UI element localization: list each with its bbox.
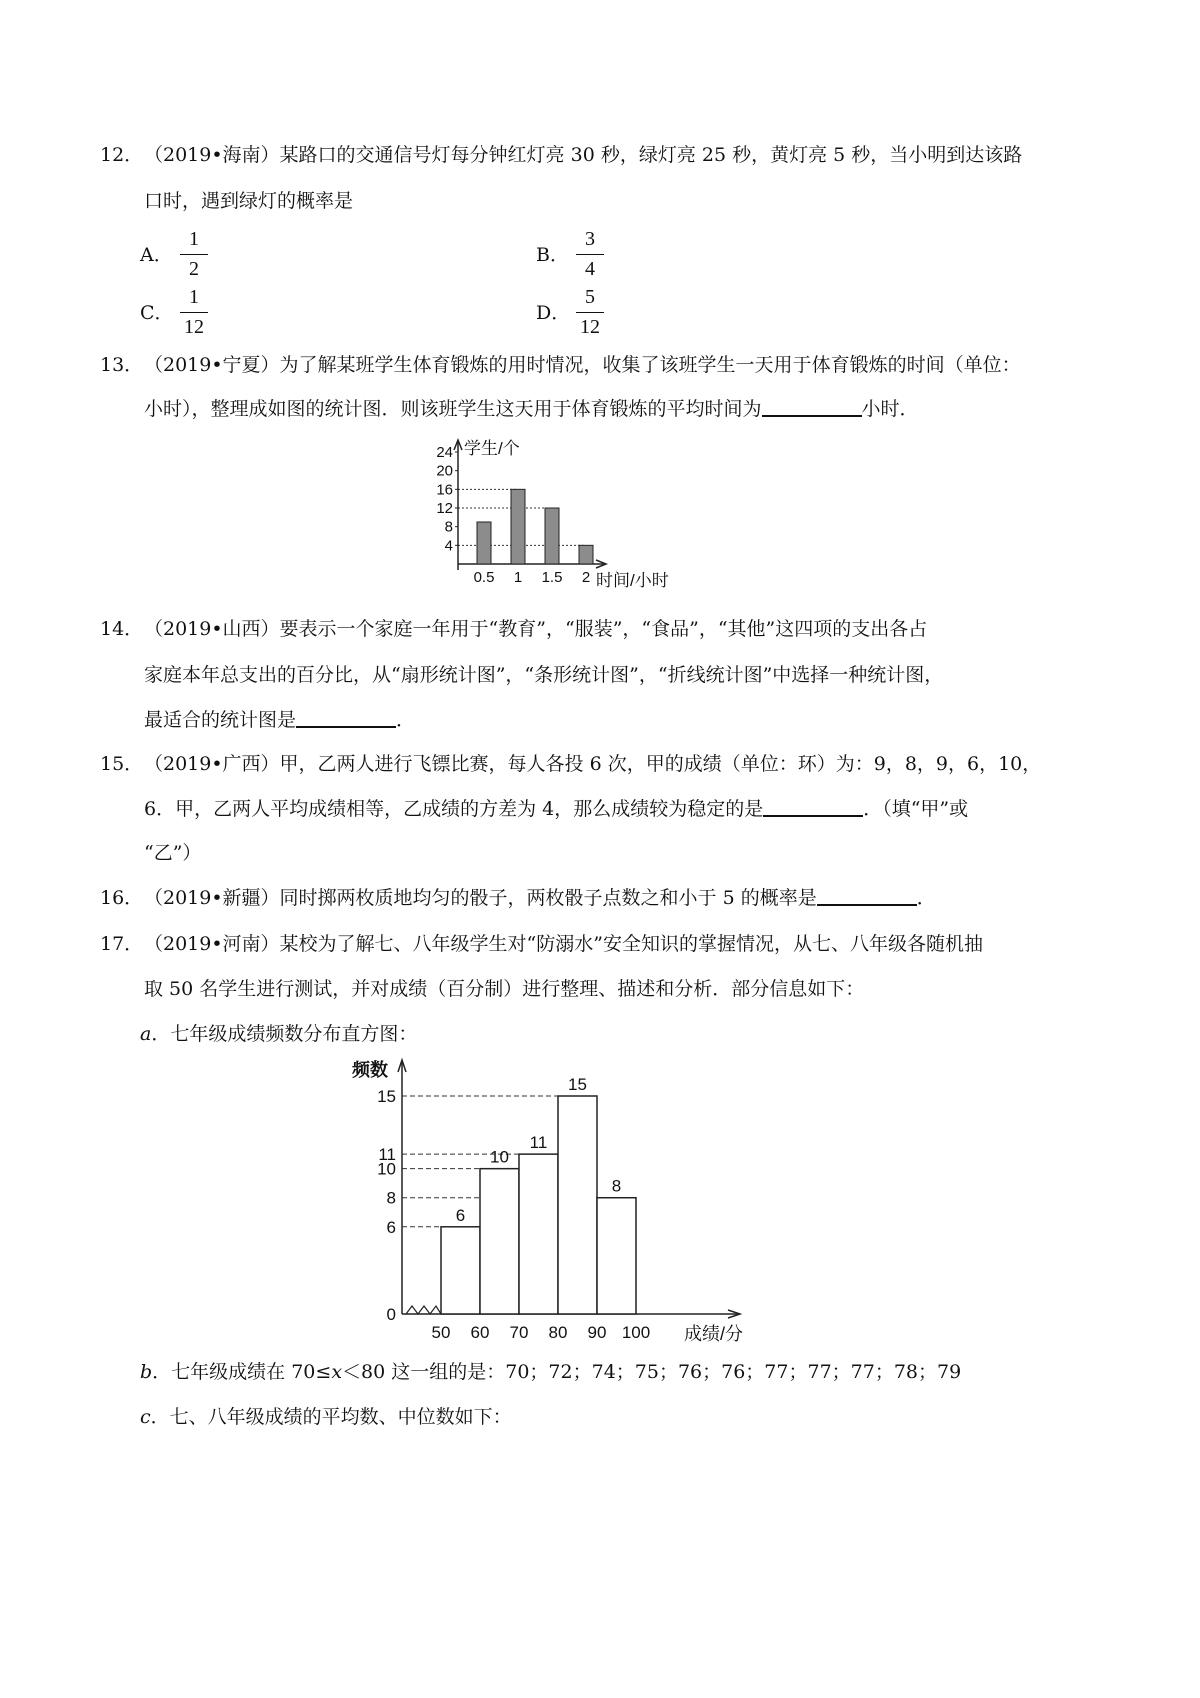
q13-line2: 小时），整理成如图的统计图．则该班学生这天用于体育锻炼的平均时间为 小时．	[144, 398, 919, 420]
bar	[511, 489, 525, 564]
x-tick-label: 90	[587, 1323, 607, 1342]
q15-line1: 15．（2019•广西）甲，乙两人进行飞镖比赛，每人各投 6 次，甲的成绩（单位：环）为：9，8，9，6，10，	[100, 753, 1042, 775]
answer-blank[interactable]	[763, 797, 863, 817]
axis-break-icon	[406, 1306, 441, 1314]
histogram-bar	[597, 1198, 636, 1314]
q12-number: 12．	[100, 144, 144, 166]
q17-item-a: a．七年级成绩频数分布直方图：	[140, 1023, 418, 1045]
q17-item-b: b．七年级成绩在 70≤x＜80 这一组的是：70；72；74；75；76；76；77；77；77；78；79	[140, 1361, 962, 1383]
bar-value-label: 15	[568, 1075, 587, 1094]
y-tick-label: 4	[444, 537, 453, 555]
y-tick-label: 20	[436, 462, 453, 480]
q14-line1: 14．（2019•山西）要表示一个家庭一年用于“教育”，“服装”，“食品”，“其他”这四项的支出各占	[100, 618, 928, 640]
answer-blank[interactable]	[762, 397, 862, 417]
q15-number: 15．	[100, 753, 144, 775]
fraction: 1 2	[180, 227, 208, 281]
bar	[579, 545, 593, 564]
grade7-score-histogram	[340, 1050, 780, 1350]
answer-blank[interactable]	[296, 708, 396, 728]
answer-blank[interactable]	[817, 886, 917, 906]
q16-number: 16．	[100, 887, 144, 909]
y-tick-label: 24	[436, 444, 453, 461]
y-tick-label: 10	[377, 1159, 396, 1179]
histogram-bar	[519, 1154, 558, 1314]
q17-number: 17．	[100, 933, 144, 955]
q17-line1: 17．（2019•河南）某校为了解七、八年级学生对“防溺水”安全知识的掌握情况，从七、八年级各随机抽	[100, 933, 983, 955]
x-tick-label: 100	[621, 1323, 651, 1342]
x-tick-label: 80	[548, 1323, 568, 1342]
bar	[477, 522, 491, 564]
x-tick-label: 60	[470, 1323, 490, 1342]
y-tick-label: 6	[386, 1217, 396, 1237]
q17-item-c: c．七、八年级成绩的平均数、中位数如下：	[140, 1406, 512, 1428]
bar-value-label: 11	[529, 1133, 548, 1153]
y-tick-label: 12	[436, 500, 453, 517]
q12-line2: 口时，遇到绿灯的概率是	[144, 190, 354, 212]
q14-line2: 家庭本年总支出的百分比，从“扇形统计图”，“条形统计图”，“折线统计图”中选择一种统计图，	[144, 664, 944, 686]
q15-line3: “乙”）	[144, 842, 202, 864]
y-tick-label: 0	[386, 1305, 396, 1324]
y-tick-label: 11	[378, 1145, 396, 1165]
q16-line1: 16．（2019•新疆）同时掷两枚质地均匀的骰子，两枚骰子点数之和小于 5 的概率是 ．	[100, 887, 936, 909]
x-tick-label: 1	[513, 569, 523, 586]
fraction: 3 4	[576, 227, 604, 281]
y-axis-label: 学生/个	[464, 439, 520, 458]
x-axis-label: 时间/小时	[596, 571, 669, 590]
q12-line1: 12．（2019•海南）某路口的交通信号灯每分钟红灯亮 30 秒，绿灯亮 25 秒，黄灯亮 5 秒，当小明到达该路	[100, 144, 1023, 166]
y-tick-label: 16	[436, 481, 453, 499]
fraction: 5 12	[576, 285, 604, 339]
x-tick-label: 2	[581, 569, 591, 586]
fraction: 1 12	[180, 285, 208, 339]
x-tick-label: 1.5	[541, 569, 563, 586]
q17-line2: 取 50 名学生进行测试，并对成绩（百分制）进行整理、描述和分析．部分信息如下：	[144, 978, 865, 1000]
histogram-bar	[480, 1169, 519, 1314]
y-tick-label: 8	[386, 1188, 396, 1208]
x-axis-label: 成绩/分	[684, 1324, 744, 1344]
histogram-bar	[558, 1096, 597, 1314]
q13-number: 13．	[100, 354, 144, 376]
q15-line2: 6．甲，乙两人平均成绩相等，乙成绩的方差为 4，那么成绩较为稳定的是 ．（填“甲”或	[144, 798, 969, 820]
bar	[545, 508, 559, 564]
x-tick-label: 50	[431, 1323, 451, 1342]
q14-line3: 最适合的统计图是 ．	[144, 709, 416, 731]
bar-value-label: 10	[490, 1147, 509, 1167]
histogram-bar	[441, 1227, 480, 1314]
q13-line1: 13．（2019•宁夏）为了解某班学生体育锻炼的用时情况，收集了该班学生一天用于体育锻炼的时间（单位：	[100, 354, 1021, 376]
bar-value-label: 8	[611, 1176, 622, 1196]
y-tick-label: 15	[377, 1087, 396, 1106]
y-tick-label: 8	[444, 518, 453, 536]
x-tick-label: 70	[509, 1323, 529, 1342]
bar-value-label: 6	[455, 1205, 466, 1225]
q14-number: 14．	[100, 618, 144, 640]
exercise-time-bar-chart	[410, 432, 690, 592]
y-axis-label: 频数	[352, 1060, 388, 1080]
x-tick-label: 0.5	[473, 569, 495, 586]
